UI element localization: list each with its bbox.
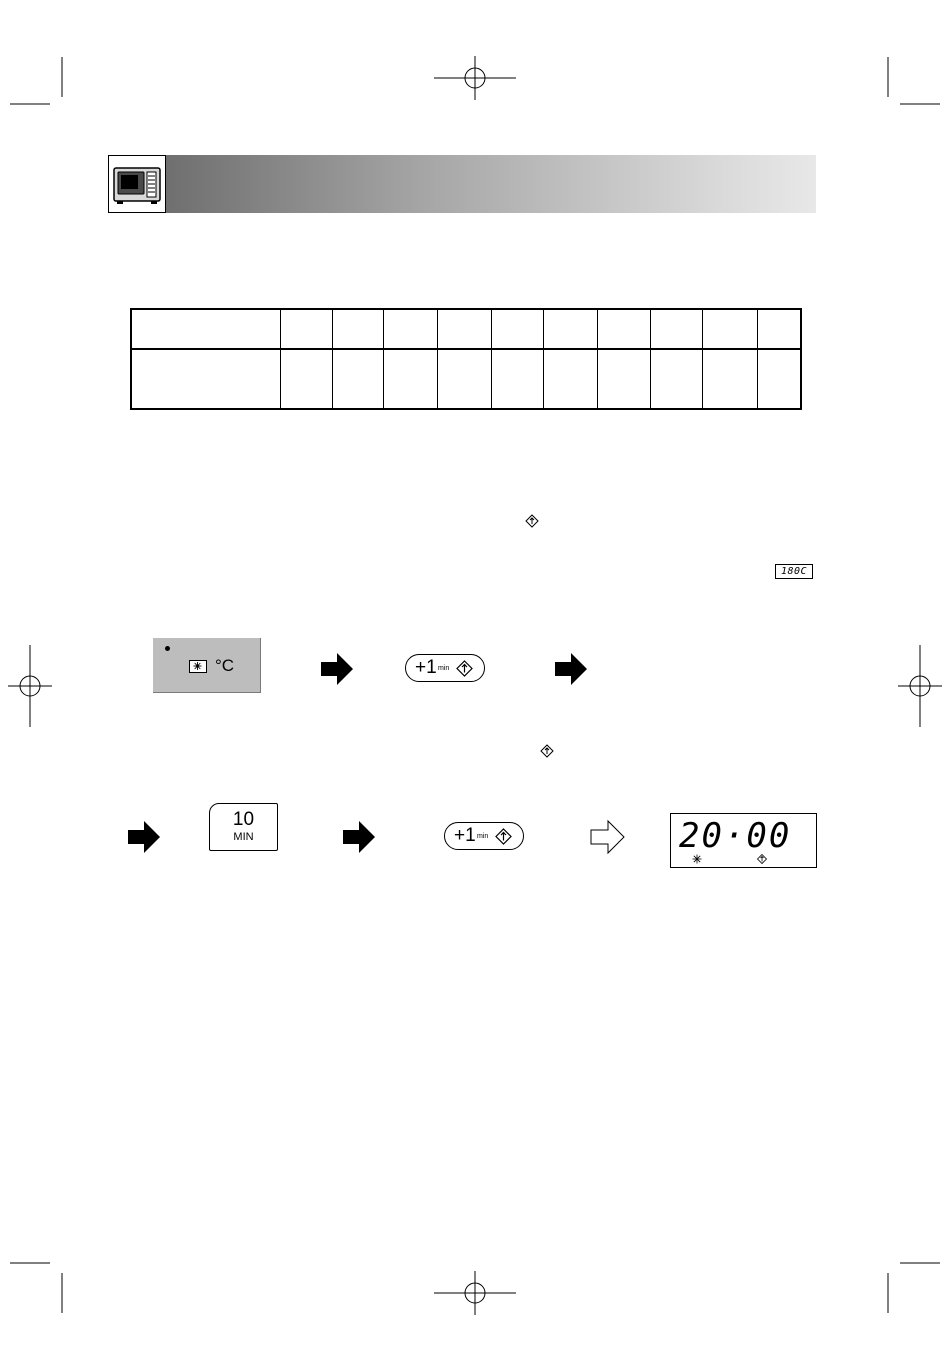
start-diamond-icon xyxy=(495,828,512,845)
start-diamond-icon xyxy=(757,854,767,864)
fan-icon xyxy=(189,660,207,673)
table-cell xyxy=(333,349,384,409)
header-gradient-bar xyxy=(166,155,816,213)
ten-min-button[interactable] xyxy=(209,803,278,851)
convection-button[interactable] xyxy=(153,638,261,693)
registration-mark-bottom xyxy=(434,1271,516,1315)
table-cell xyxy=(281,309,333,349)
plus-one-min-start-button[interactable] xyxy=(405,654,485,682)
table-cell xyxy=(544,309,598,349)
plus-one-label: +1 xyxy=(415,657,437,678)
table-cell xyxy=(703,309,758,349)
table-cell xyxy=(333,309,384,349)
arrow-right-icon xyxy=(342,820,376,854)
display-time: 20·00 xyxy=(679,816,792,856)
table-cell xyxy=(438,349,492,409)
temperature-display-icon: 180C xyxy=(775,564,813,579)
table-cell xyxy=(758,349,802,409)
table-cell xyxy=(131,349,281,409)
table-cell xyxy=(131,309,281,349)
plus-one-label: +1 xyxy=(454,825,476,846)
arrow-right-icon xyxy=(127,820,161,854)
table-row xyxy=(131,309,801,349)
registration-mark-right xyxy=(898,645,942,727)
header-icon-box xyxy=(108,155,166,213)
lcd-display xyxy=(670,813,817,868)
registration-mark-top xyxy=(434,56,516,100)
plus-one-min-start-button[interactable] xyxy=(444,822,524,850)
arrow-right-outline-icon xyxy=(590,820,626,854)
table-cell xyxy=(384,309,438,349)
table-cell xyxy=(492,309,544,349)
table-cell xyxy=(281,349,333,409)
fan-icon xyxy=(692,854,702,864)
table-row xyxy=(131,349,801,409)
min-label: min xyxy=(477,833,489,840)
arrow-right-icon xyxy=(554,652,588,686)
table-cell xyxy=(598,349,651,409)
start-diamond-icon xyxy=(525,514,539,528)
table-cell xyxy=(544,349,598,409)
table-cell xyxy=(384,349,438,409)
min-label: min xyxy=(438,665,450,672)
ten-min-label: MIN xyxy=(233,831,254,843)
table-cell xyxy=(651,349,703,409)
indicator-dot xyxy=(165,646,170,651)
table-cell xyxy=(492,349,544,409)
table-cell xyxy=(703,349,758,409)
registration-mark-left xyxy=(8,645,52,727)
table-cell xyxy=(598,309,651,349)
start-diamond-icon xyxy=(456,660,473,677)
table-cell xyxy=(758,309,802,349)
microwave-oven-icon xyxy=(109,156,165,212)
ten-min-number: 10 xyxy=(232,809,255,830)
table-cell xyxy=(438,309,492,349)
settings-table xyxy=(130,308,802,410)
celsius-label: °C xyxy=(215,656,235,675)
start-diamond-icon xyxy=(540,744,554,758)
arrow-right-icon xyxy=(320,652,354,686)
table-cell xyxy=(651,309,703,349)
